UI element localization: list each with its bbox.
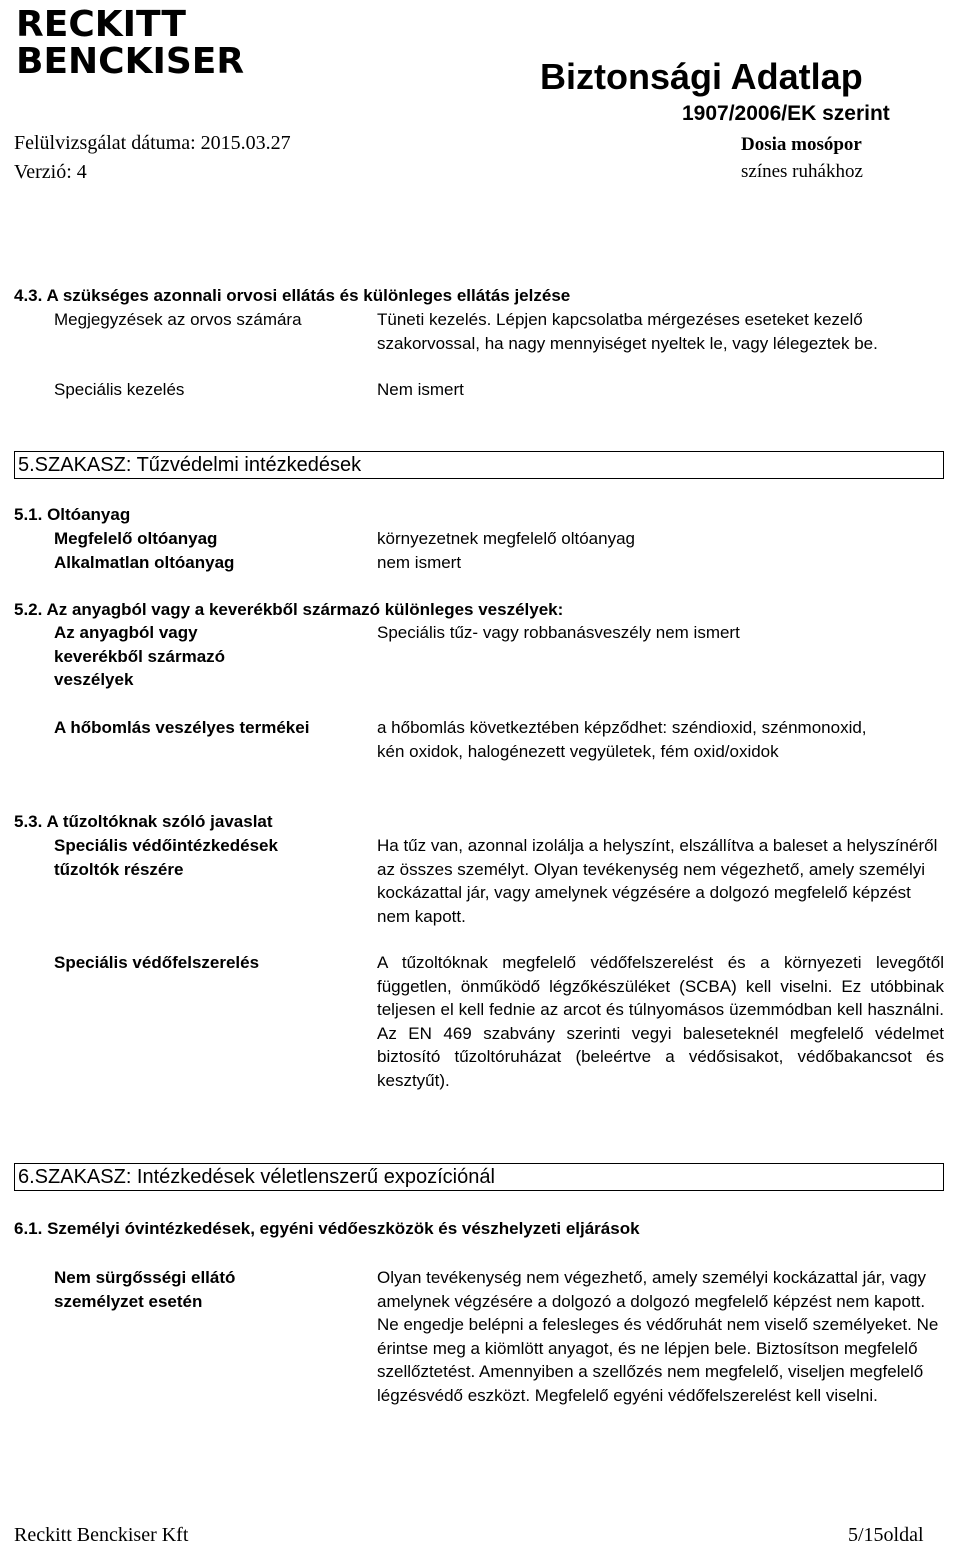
section-6-box [14,1163,944,1191]
product-name: Dosia mosópor [741,134,862,155]
document-title: Biztonsági Adatlap [540,56,863,97]
hazards-value: Speciális tűz- vagy robbanásveszély nem ismert [377,623,740,642]
footer-page-number: 5/15oldal [848,1524,924,1546]
regulation-reference: 1907/2006/EK szerint [682,102,890,125]
logo-line-1: RECKITT [16,4,186,45]
decomposition-value: a hőbomlás következtében képződhet: széndioxid, szénmonoxid, kén oxidok, halogénezett vegyületek, fém oxid/oxidok [377,718,867,761]
version: Verzió: 4 [14,161,87,183]
unsuitable-media-label: Alkalmatlan oltóanyag [54,553,235,572]
special-treatment-label: Speciális kezelés [54,380,185,399]
section-5-3-heading: 5.3. A tűzoltóknak szóló javaslat [14,812,273,831]
footer-company: Reckitt Benckiser Kft [14,1524,189,1546]
section-5-2-heading: 5.2. Az anyagból vagy a keverékből származó különleges veszélyek: [14,600,564,619]
hazards-label: Az anyagból vagy keverékből származó veszélyek [54,623,226,689]
protective-equipment-value: A tűzoltóknak megfelelő védőfelszerelést és a környezeti levegőtől független, önműködő légzőkészüléket (SCBA) kell viselni. Ez utóbbinak teljesen el kell fednie az arcot és túlnyomásos üzemmódban kell használni. Az EN 469 szabvány szerinti vegyi baleseteknél megfelelő védelmet biztosító tűzoltóruházat (beleértve a védősisakot, védőbakancsot és kesztyűt). [377,953,944,1090]
section-4-3-heading: 4.3. A szükséges azonnali orvosi ellátás és különleges ellátás jelzése [14,286,571,305]
suitable-media-label: Megfelelő oltóanyag [54,529,218,548]
unsuitable-media-value: nem ismert [377,553,462,572]
non-emergency-personnel-value: Olyan tevékenység nem végezhető, amely személyi kockázattal jár, vagy amelynek végzésére a dolgozó a dolgozó megfelelő képzést nem kapott. Ne engedje belépni a felesleges és védőruhát nem viselő személyeket. Ne érintse meg a kiömlött anyagot, és ne lépjen bele. Biztosítson megfelelő szellőztetést. Amennyiben a szellőzés nem megfelelő, viseljen megfelelő légzésvédő eszközt. Megfelelő egyéni védőfelszerelést kell viselni. [377,1268,939,1405]
revision-date: Felülvizsgálat dátuma: 2015.03.27 [14,132,291,154]
product-variant: színes ruhákhoz [741,161,863,182]
section-5-1-heading: 5.1. Oltóanyag [14,505,131,524]
section-5-box [14,451,944,479]
doctor-notes-label: Megjegyzések az orvos számára [54,310,302,329]
company-logo [16,6,244,80]
firefighter-precautions-label: Speciális védőintézkedések tűzoltók részére [54,836,278,879]
suitable-media-value: környezetnek megfelelő oltóanyag [377,529,635,548]
section-5-heading: 5.SZAKASZ: Tűzvédelmi intézkedések [18,454,362,476]
doctor-notes-value: Tüneti kezelés. Lépjen kapcsolatba mérgezéses eseteket kezelő szakorvossal, ha nagy mennyiséget nyeltek le, vagy lélegeztek be. [377,310,878,353]
logo-line-2: BENCKISER [16,41,245,82]
protective-equipment-label: Speciális védőfelszerelés [54,953,260,972]
decomposition-label: A hőbomlás veszélyes termékei [54,718,310,737]
section-6-heading: 6.SZAKASZ: Intézkedések véletlenszerű expozíciónál [18,1166,495,1188]
non-emergency-personnel-label: Nem sürgősségi ellátó személyzet esetén [54,1268,236,1311]
section-6-1-heading: 6.1. Személyi óvintézkedések, egyéni védőeszközök és vészhelyzeti eljárások [14,1219,640,1238]
special-treatment-value: Nem ismert [377,380,464,399]
firefighter-precautions-value: Ha tűz van, azonnal izolálja a helyszínt, elszállítva a baleset a helyszínéről az összes személyt. Olyan tevékenység nem végezhető, amely személyi kockázattal jár, vagy amelynek végzésére a dolgozó megfelelő képzést nem kapott. [377,836,938,926]
